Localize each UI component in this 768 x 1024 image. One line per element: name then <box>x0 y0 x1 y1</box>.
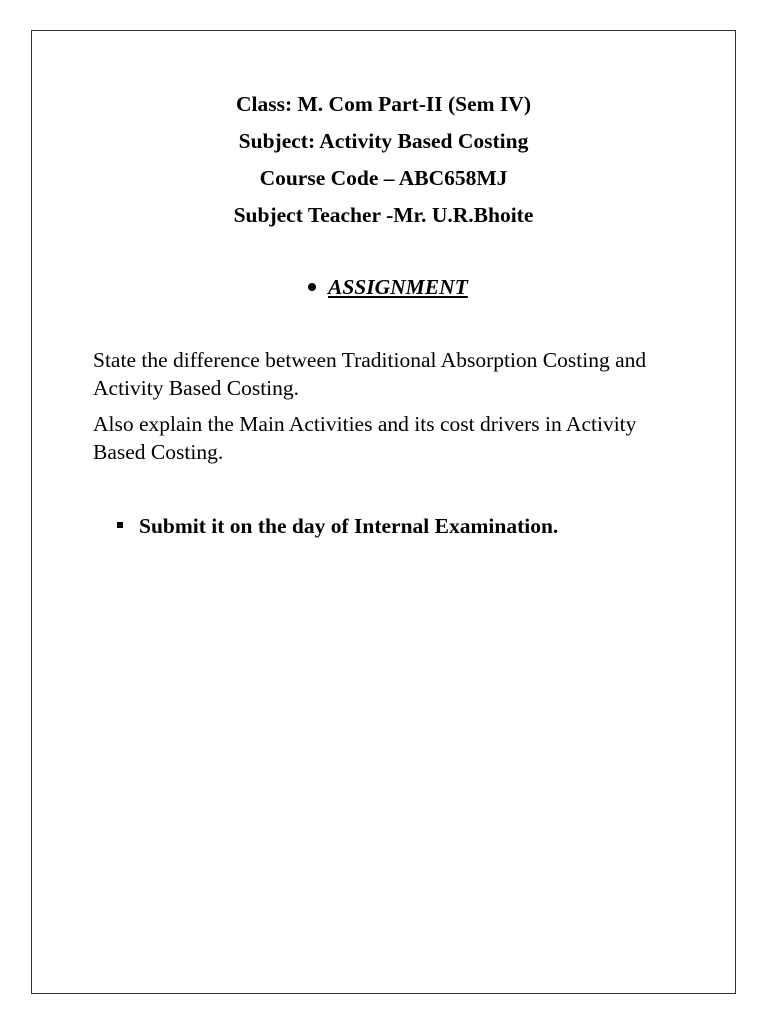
square-bullet-icon <box>117 522 123 528</box>
document-header <box>31 86 736 234</box>
assignment-heading <box>308 272 468 302</box>
question-paragraph-2: Also explain the Main Activities and its cost drivers in Activity Based Costing. <box>93 412 637 464</box>
assignment-title: ASSIGNMENT <box>328 275 468 299</box>
question-paragraph-1: State the difference between Traditional Absorption Costing and Activity Based Costing. <box>93 348 647 400</box>
subject-teacher-line: Subject Teacher -Mr. U.R.Bhoite <box>233 203 534 227</box>
bullet-dot-icon <box>308 283 316 291</box>
submission-instruction-text: Submit it on the day of Internal Examination. <box>139 514 559 538</box>
class-line: Class: M. Com Part-II (Sem IV) <box>236 92 531 116</box>
subject-line: Subject: Activity Based Costing <box>238 129 529 153</box>
course-code-line: Course Code – ABC658MJ <box>259 166 508 190</box>
submission-instruction <box>117 512 558 540</box>
